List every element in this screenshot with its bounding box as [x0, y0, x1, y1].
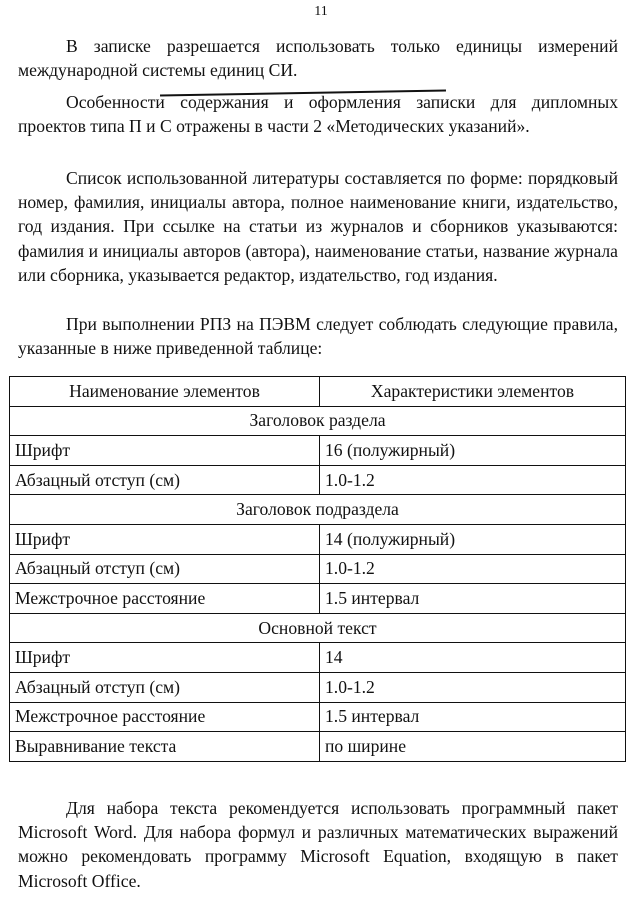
- element-name: Шрифт: [10, 643, 320, 673]
- column-header: Наименование элементов: [10, 377, 320, 407]
- paragraph-text: Список использованной литературы составляется по форме: порядковый номер, фамилия, инициалы автора, полное наименование книги, издательство, год издания. При ссылке на статьи из журналов и сборников указываются: фамилия и инициалы авторов (автора), наименование статьи, название журнала или сборника, указывается редактор, издательство, год издания.: [18, 168, 618, 285]
- table-row: [10, 584, 626, 614]
- table-section-row: [10, 406, 626, 436]
- table-row: [10, 702, 626, 732]
- formatting-rules-table: [9, 376, 626, 762]
- element-name: Шрифт: [10, 436, 320, 466]
- table-row: [10, 465, 626, 495]
- page-number: 11: [314, 4, 328, 19]
- element-name: Абзацный отступ (см): [10, 465, 320, 495]
- section-title: Заголовок раздела: [10, 406, 626, 436]
- element-value: 14: [320, 643, 626, 673]
- table-row: [10, 643, 626, 673]
- table-section-row: [10, 613, 626, 643]
- element-value: 1.0-1.2: [320, 672, 626, 702]
- paragraph-si-units: [18, 34, 618, 82]
- table-row: [10, 524, 626, 554]
- section-title: Заголовок подраздела: [10, 495, 626, 525]
- element-name: Выравнивание текста: [10, 732, 320, 762]
- table-header-row: [10, 377, 626, 407]
- element-name: Шрифт: [10, 524, 320, 554]
- paragraph-text: В записке разрешается использовать только единицы измерений международной системы единиц СИ.: [18, 36, 618, 81]
- paragraph-table-intro: [18, 312, 618, 360]
- paragraph-diploma-features: [18, 90, 618, 138]
- element-value: 1.0-1.2: [320, 554, 626, 584]
- element-value: 16 (полужирный): [320, 436, 626, 466]
- element-name: Межстрочное расстояние: [10, 584, 320, 614]
- table-section-row: [10, 495, 626, 525]
- element-name: Абзацный отступ (см): [10, 554, 320, 584]
- element-value: 1.5 интервал: [320, 584, 626, 614]
- paragraph-literature-list: [18, 166, 618, 287]
- element-value: по ширине: [320, 732, 626, 762]
- paragraph-software-recommendation: [18, 796, 618, 893]
- table-row: [10, 672, 626, 702]
- paragraph-text: Для набора текста рекомендуется использовать программный пакет Microsoft Word. Для набора формул и различных математических выражений можно рекомендовать программу Microsoft Equation, входящую в пакет Microsoft Office.: [18, 798, 618, 891]
- table-row: [10, 554, 626, 584]
- element-value: 14 (полужирный): [320, 524, 626, 554]
- paragraph-text: Особенности содержания и оформления записки для дипломных проектов типа П и С отражены в части 2 «Методических указаний».: [18, 92, 618, 137]
- section-title: Основной текст: [10, 613, 626, 643]
- paragraph-text: При выполнении РПЗ на ПЭВМ следует соблюдать следующие правила, указанные в ниже приведенной таблице:: [18, 314, 618, 359]
- element-name: Абзацный отступ (см): [10, 672, 320, 702]
- element-value: 1.5 интервал: [320, 702, 626, 732]
- column-header: Характеристики элементов: [320, 377, 626, 407]
- table-row: [10, 732, 626, 762]
- table-row: [10, 436, 626, 466]
- element-value: 1.0-1.2: [320, 465, 626, 495]
- element-name: Межстрочное расстояние: [10, 702, 320, 732]
